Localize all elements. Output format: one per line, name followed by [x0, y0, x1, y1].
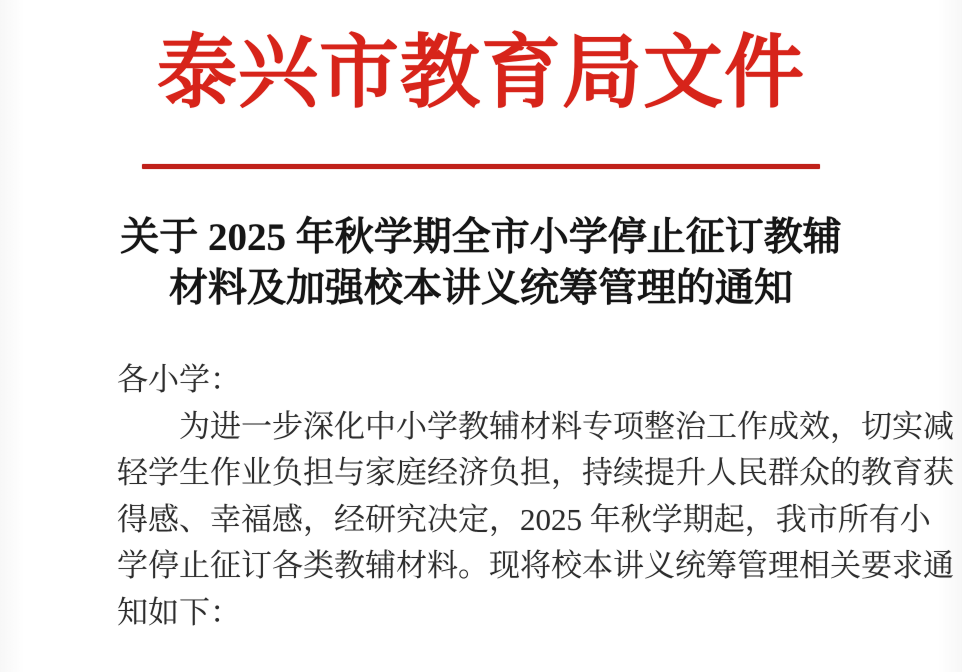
body-line-5: 知如下： [117, 594, 241, 630]
document-body [117, 357, 954, 636]
red-separator-rule [142, 164, 820, 169]
document-title [0, 212, 962, 314]
body-line-1: 为进一步深化中小学教辅材料专项整治工作成效，切实减 [179, 408, 954, 444]
body-line-3: 得感、幸福感，经研究决定，2025 年秋学期起，我市所有小 [117, 501, 931, 537]
salutation: 各小学： [117, 362, 241, 397]
document-title-line-2: 材料及加强校本讲义统筹管理的通知 [168, 267, 793, 310]
agency-banner: 泰兴市教育局文件 [157, 30, 805, 118]
body-line-2: 轻学生作业负担与家庭经济负担，持续提升人民群众的教育获 [117, 455, 954, 490]
document-title-line-1: 关于 2025 年秋学期全市小学停止征订教辅 [120, 216, 842, 259]
body-line-4: 学停止征订各类教辅材料。现将校本讲义统筹管理相关要求通 [117, 548, 954, 583]
